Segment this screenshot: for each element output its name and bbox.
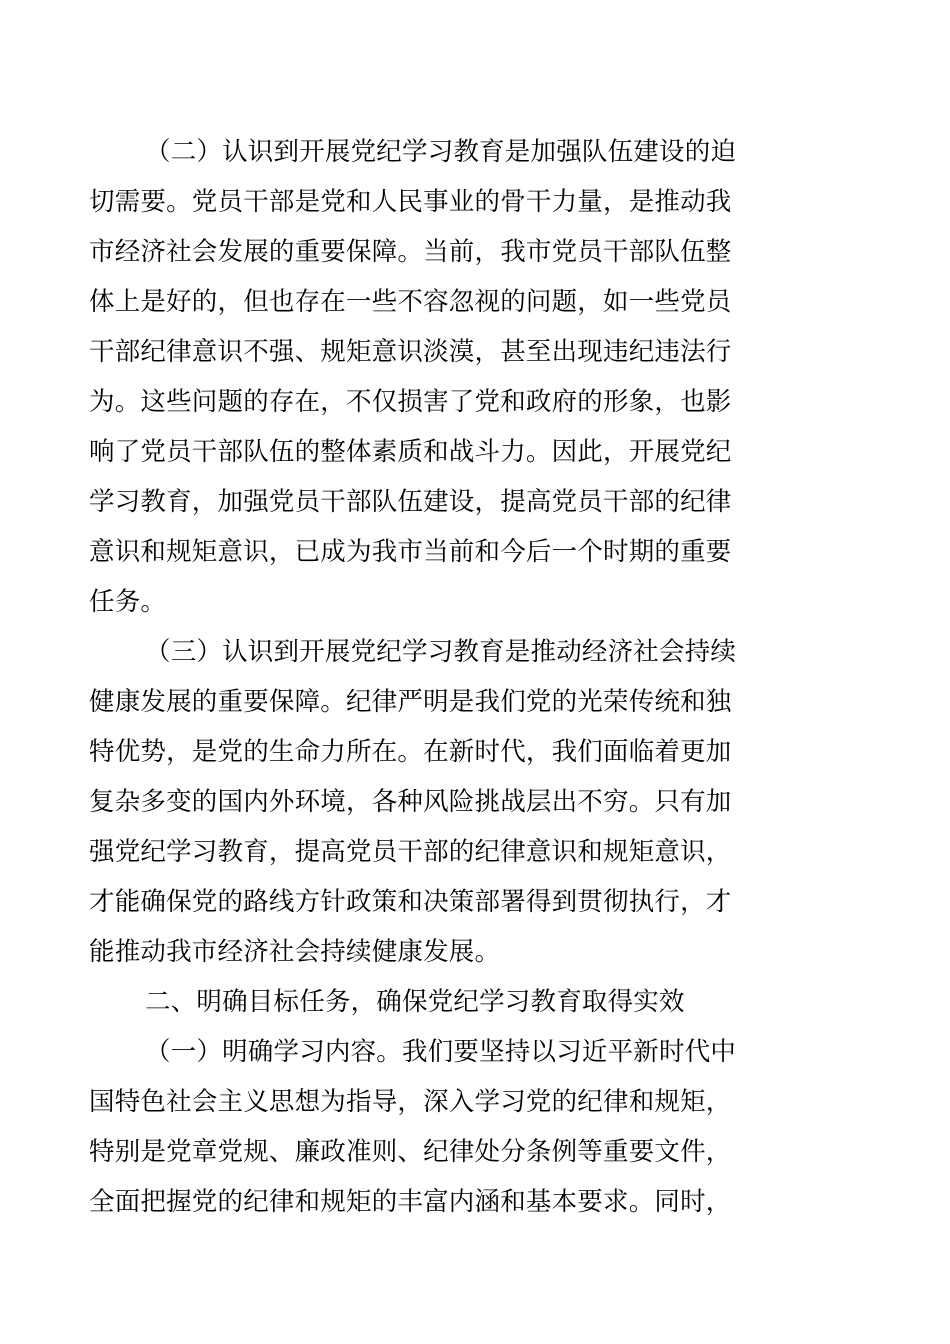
text-line: 任务。 xyxy=(89,587,167,617)
text-line: 国特色社会主义思想为指导，深入学习党的纪律和规矩， xyxy=(89,1087,732,1117)
text-line: 意识和规矩意识，已成为我市当前和今后一个时期的重要 xyxy=(89,537,732,567)
text-line: 响了党员干部队伍的整体素质和战斗力。因此，开展党纪 xyxy=(89,437,732,467)
text-line: 市经济社会发展的重要保障。当前，我市党员干部队伍整 xyxy=(89,237,732,267)
text-line: 能推动我市经济社会持续健康发展。 xyxy=(89,937,501,967)
text-line: 特优势，是党的生命力所在。在新时代，我们面临着更加 xyxy=(89,737,732,767)
text-line: 健康发展的重要保障。纪律严明是我们党的光荣传统和独 xyxy=(89,687,732,717)
paragraph-section-4 xyxy=(89,1027,807,1227)
text-line: 为。这些问题的存在，不仅损害了党和政府的形象，也影 xyxy=(89,387,732,417)
paragraph-section-2 xyxy=(89,127,807,627)
text-line: （二）认识到开展党纪学习教育是加强队伍建设的迫 xyxy=(145,137,737,167)
document-body xyxy=(89,127,807,1227)
text-line: 全面把握党的纪律和规矩的丰富内涵和基本要求。同时， xyxy=(89,1187,732,1217)
text-line: 复杂多变的国内外环境，各种风险挑战层出不穷。只有加 xyxy=(89,787,732,817)
section-heading xyxy=(145,977,807,1027)
text-line: 特别是党章党规、廉政准则、纪律处分条例等重要文件， xyxy=(89,1137,732,1167)
heading-line: 二、明确目标任务，确保党纪学习教育取得实效 xyxy=(145,987,685,1017)
text-line: 干部纪律意识不强、规矩意识淡漠，甚至出现违纪违法行 xyxy=(89,337,732,367)
paragraph-section-3 xyxy=(89,627,807,977)
text-line: （一）明确学习内容。我们要坚持以习近平新时代中 xyxy=(145,1037,737,1067)
text-line: 学习教育，加强党员干部队伍建设，提高党员干部的纪律 xyxy=(89,487,732,517)
text-line: （三）认识到开展党纪学习教育是推动经济社会持续 xyxy=(145,637,737,667)
text-line: 体上是好的，但也存在一些不容忽视的问题，如一些党员 xyxy=(89,287,732,317)
text-line: 才能确保党的路线方针政策和决策部署得到贯彻执行，才 xyxy=(89,887,732,917)
text-line: 切需要。党员干部是党和人民事业的骨干力量，是推动我 xyxy=(89,187,732,217)
text-line: 强党纪学习教育，提高党员干部的纪律意识和规矩意识， xyxy=(89,837,732,867)
